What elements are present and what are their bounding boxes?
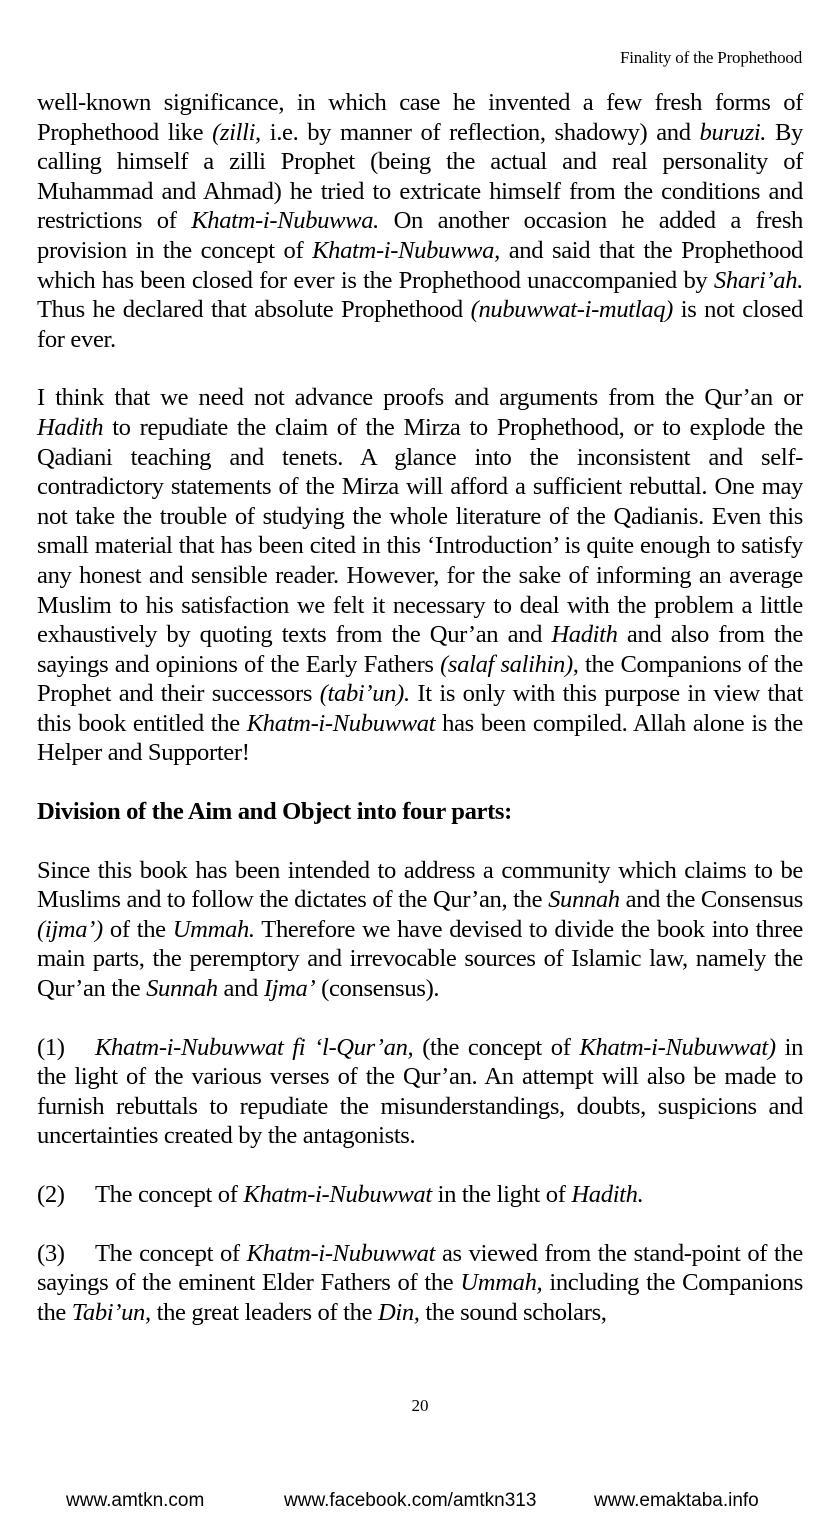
list-item-2 <box>37 1180 803 1210</box>
italic-term: buruzi. <box>699 118 767 146</box>
text-run: of the <box>102 915 173 943</box>
paragraph-3 <box>37 856 803 1004</box>
italic-term: Khatm-i-Nubuwwa, <box>312 236 500 264</box>
body-text <box>37 88 803 1327</box>
text-run: including the Companions the <box>37 1269 804 1326</box>
italic-term: Din, <box>377 1298 420 1326</box>
text-run: the Companions of the Prophet and their successors <box>37 650 803 708</box>
footer-link-amtkn[interactable]: www.amtkn.com <box>66 1490 205 1511</box>
italic-term: (zilli, <box>212 118 261 146</box>
list-item-3 <box>37 1239 803 1328</box>
paragraph-2 <box>37 383 803 768</box>
italic-term: Ummah. <box>172 915 255 943</box>
text-run: I think that we need not advance proofs and arguments from the Qur’an or <box>37 384 803 412</box>
italic-term: Khatm-i-Nubuwwat) <box>579 1033 776 1061</box>
italic-term: Khatm-i-Nubuwwat <box>243 1181 432 1208</box>
italic-term: Shari’ah. <box>713 266 803 294</box>
italic-term: Ummah, <box>460 1269 543 1297</box>
text-run: (the concept of <box>413 1033 580 1061</box>
paragraph-1 <box>37 88 803 354</box>
text-run: is not closed for ever. <box>37 296 803 353</box>
list-number: (3) <box>37 1239 65 1267</box>
text-run: has been compiled. Allah alone is the Helper and Supporter! <box>37 709 803 767</box>
footer-link-facebook[interactable]: www.facebook.com/amtkn313 <box>284 1490 537 1511</box>
italic-term: Khatm-i-Nubuwwa. <box>191 207 379 235</box>
italic-term: (salaf salihin), <box>440 650 579 678</box>
text-run: and <box>217 975 264 1003</box>
italic-term: Khatm-i-Nubuwwat <box>246 1239 436 1267</box>
italic-term: Hadith. <box>571 1181 644 1208</box>
text-run: to repudiate the claim of the Mirza to Prophethood, or to explode the Qadiani teaching and tenets. A glance into the inconsistent and self-contradictory statements of the Mirza will afford a sufficient rebuttal. One may not take the trouble of studying the whole literature of the Qadianis. Even this small material that has been cited in this ‘Introduction’ is quite enough to satisfy any honest and sensible reader. However, for the sake of informing an average Muslim to his satisfaction we felt it necessary to deal with the problem a little exhaustively by quoting texts from the Qur’an and <box>37 413 803 649</box>
text-run: and the Consensus <box>619 886 803 914</box>
text-run: (consensus). <box>315 975 440 1003</box>
footer-link-emaktaba[interactable]: www.emaktaba.info <box>594 1490 759 1511</box>
italic-term: Hadith <box>37 413 104 441</box>
text-run: The concept of <box>95 1181 244 1208</box>
section-heading: Division of the Aim and Object into four parts: <box>37 798 512 826</box>
text-run: as viewed from the stand-point of the sayings of the eminent Elder Fathers of the <box>37 1239 803 1297</box>
italic-term: Sunnah <box>548 886 620 914</box>
text-run: The concept of <box>95 1239 247 1267</box>
text-run: the sound scholars, <box>419 1298 607 1326</box>
list-item-1 <box>37 1033 803 1151</box>
italic-term: (ijma’) <box>37 915 103 943</box>
text-run: Therefore we have devised to divide the book into three main parts, the peremptory and irrevocable sources of Islamic law, namely the Qur’an the <box>37 915 803 1003</box>
italic-term: Sunnah <box>146 975 218 1003</box>
footer <box>0 1490 840 1520</box>
text-run: It is only with this purpose in view that this book entitled the <box>37 680 803 737</box>
italic-term: Hadith <box>551 621 618 649</box>
text-run: and said that the Prophethood which has been closed for ever is the Prophethood unaccompanied by <box>37 236 803 294</box>
text-run: Thus he declared that absolute Prophethood <box>37 296 471 324</box>
italic-term: (tabi’un). <box>319 680 410 708</box>
list-number: (2) <box>37 1181 65 1208</box>
page-number: 20 <box>411 1396 429 1415</box>
text-run: in the light of the various verses of the Qur’an. An attempt will also be made to furnish rebuttals to repudiate the misunderstandings, doubts, suspicions and uncertainties created by the antagonists. <box>37 1033 804 1150</box>
text-run: the great leaders of the <box>150 1298 378 1326</box>
text-run: in the light of <box>431 1181 572 1208</box>
italic-term: Khatm-i-Nubuwwat fi ‘l-Qur’an, <box>95 1033 414 1061</box>
text-run: By calling himself a zilli Prophet (being the actual and real personality of Muhammad and Ahmad) he tried to extricate himself from the conditions and restrictions of <box>37 118 803 235</box>
text-run: and also from the sayings and opinions of the Early Fathers <box>37 621 803 678</box>
italic-term: Ijma’ <box>263 975 316 1003</box>
italic-term: Tabi’un, <box>71 1298 151 1326</box>
italic-term: (nubuwwat-i-mutlaq) <box>470 296 673 324</box>
text-run: well-known significance, in which case he invented a few fresh forms of Prophethood like <box>37 89 803 146</box>
text-run: On another occasion he added a fresh provision in the concept of <box>37 207 803 264</box>
italic-term: Khatm-i-Nubuwwat <box>246 709 436 737</box>
list-number: (1) <box>37 1033 65 1061</box>
running-header: Finality of the Prophethood <box>619 48 802 67</box>
text-run: Since this book has been intended to address a community which claims to be Muslims and to follow the dictates of the Qur’an, the <box>37 856 803 914</box>
text-run: i.e. by manner of reflection, shadowy) and <box>260 118 700 146</box>
